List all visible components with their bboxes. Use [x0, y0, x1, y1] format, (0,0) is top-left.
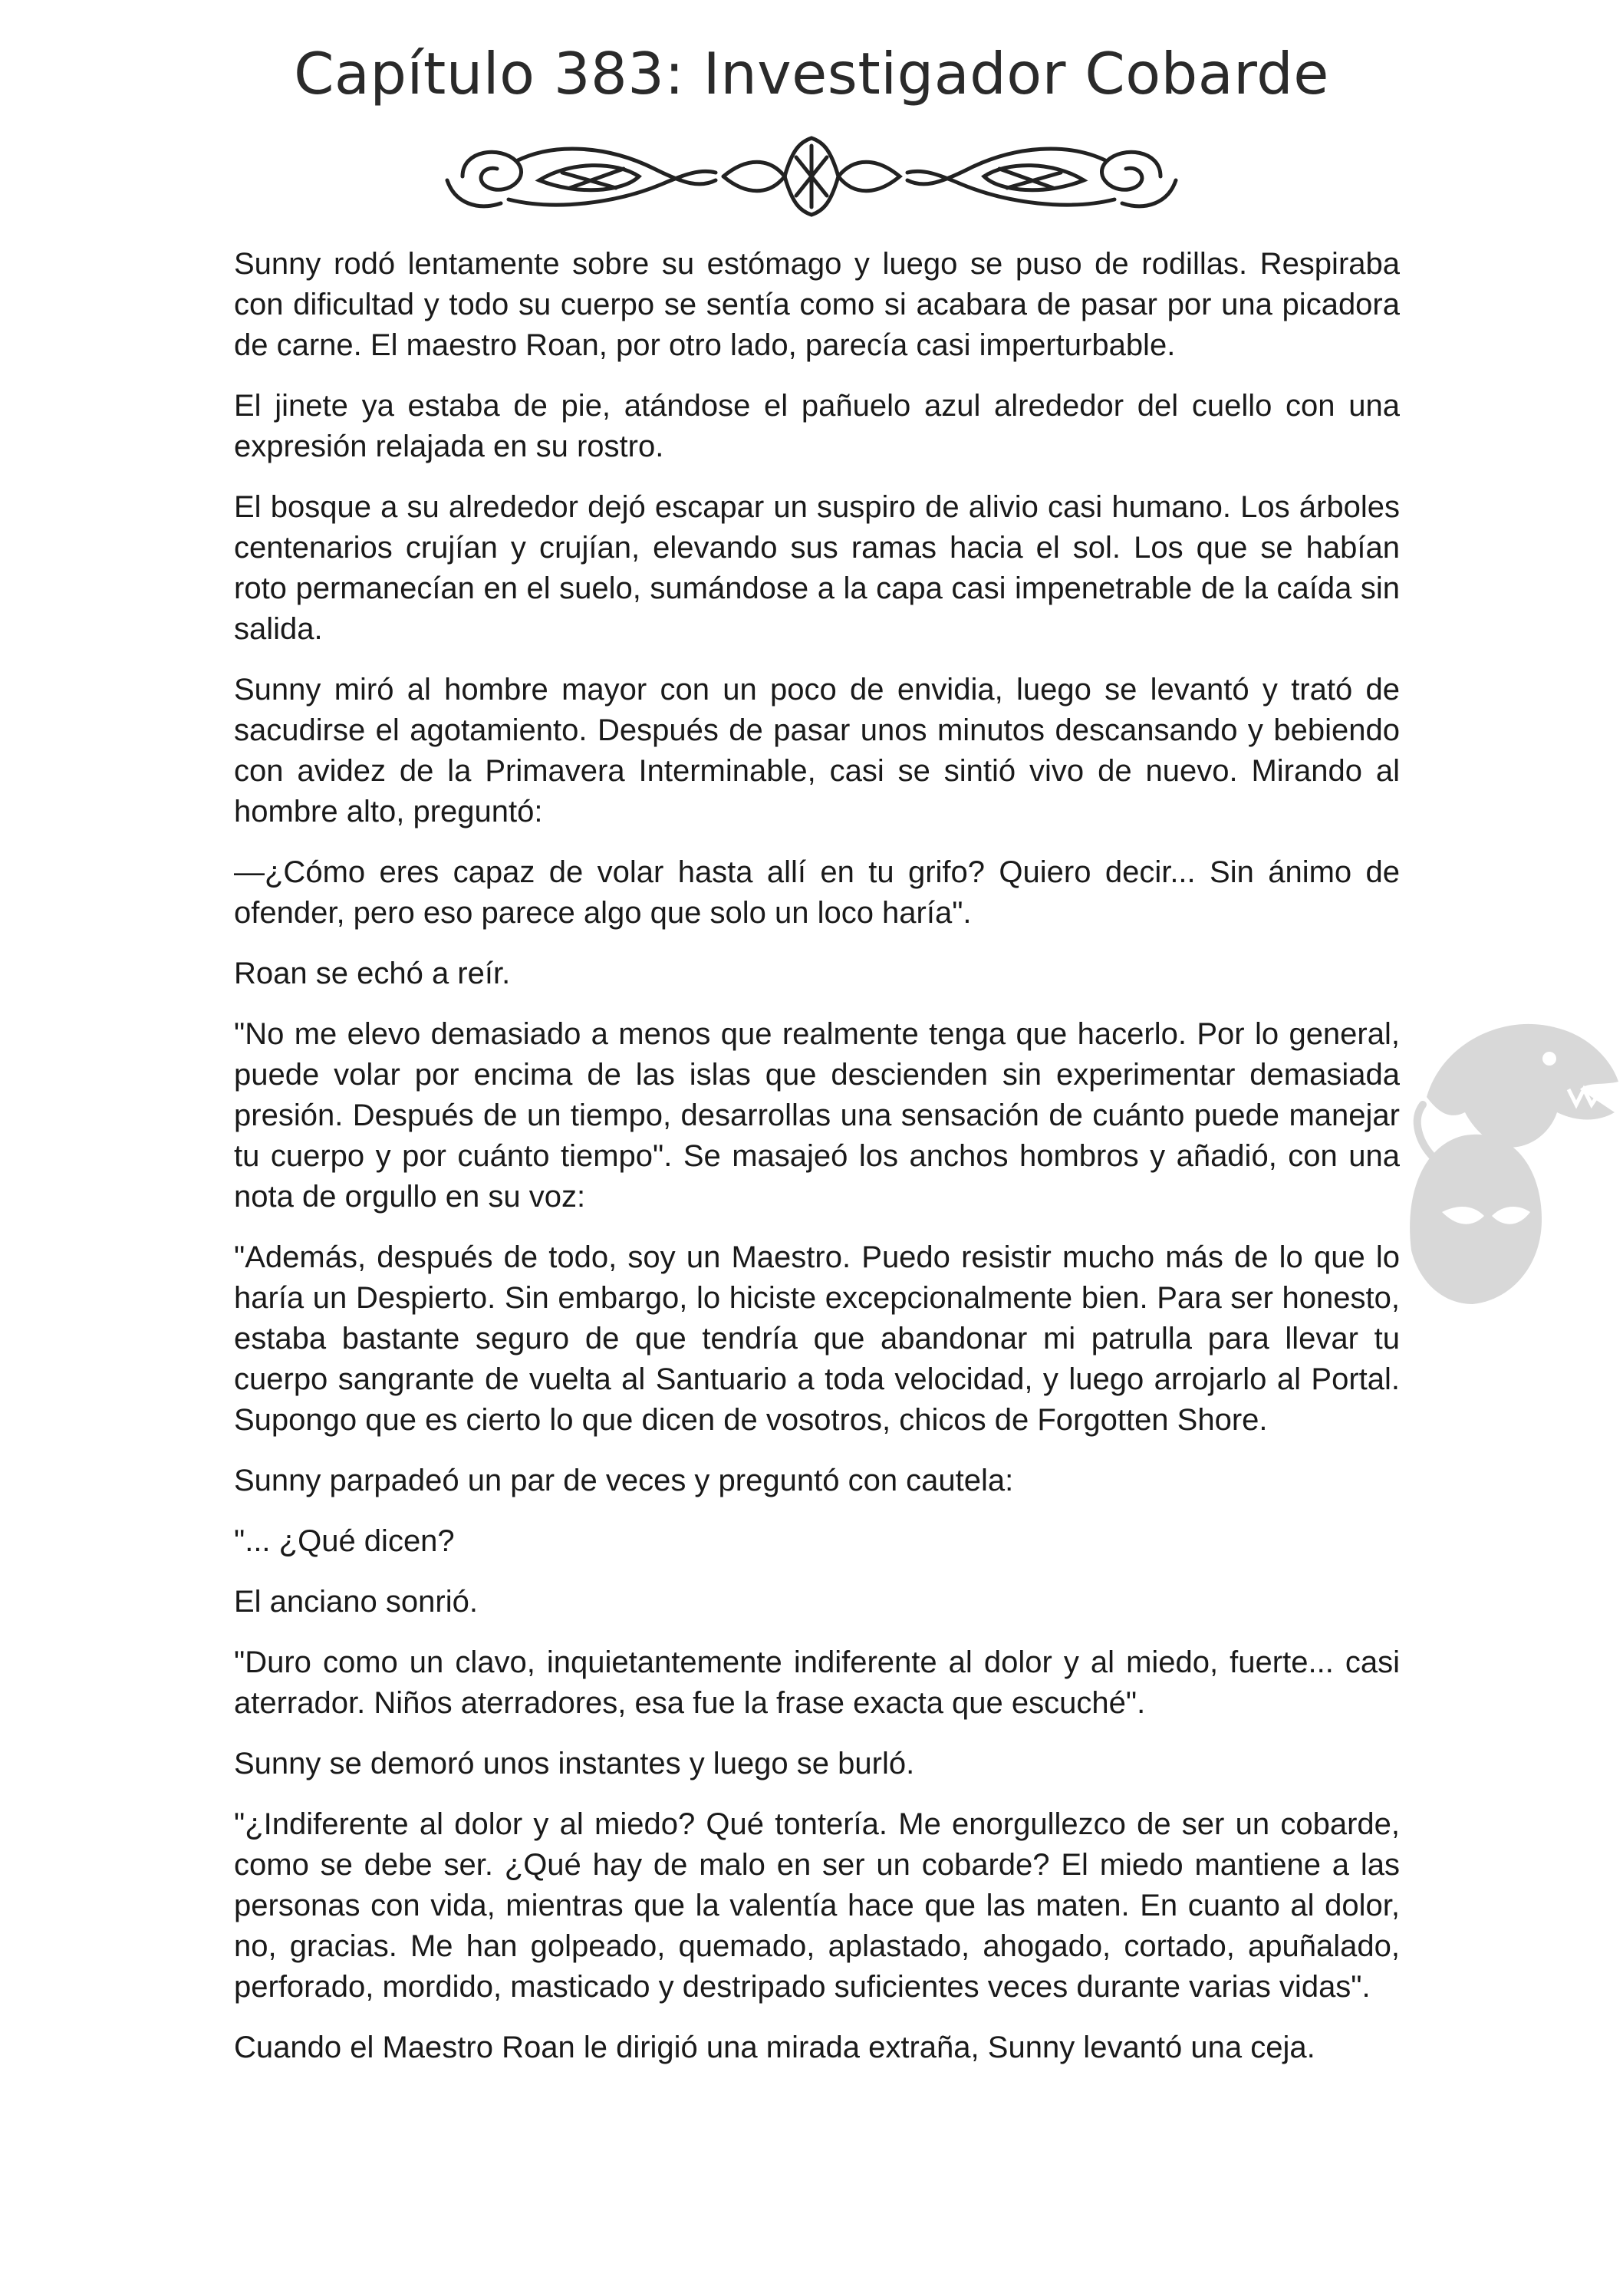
paragraph: Sunny se demoró unos instantes y luego se burló. — [234, 1747, 915, 1780]
paragraph: El jinete ya estaba de pie, atándose el pañuelo azul alrededor del cuello con una expresión relajada en su rostro. — [234, 389, 1400, 463]
paragraph: Roan se echó a reír. — [234, 957, 511, 990]
paragraph: El anciano sonrió. — [234, 1585, 478, 1619]
paragraph: Sunny parpadeó un par de veces y preguntó con cautela: — [234, 1464, 1014, 1497]
chapter-body — [234, 244, 1400, 2088]
paragraph: "Además, después de todo, soy un Maestro. Puedo resistir mucho más de lo que lo haría un Despierto. Sin embargo, lo hiciste excepcionalmente bien. Para ser honesto, estaba bastante seguro de que tendría que abandonar mi patrulla para llevar tu cuerpo sangrante de vuelta al Santuario a toda velocidad, y luego arrojarlo al Portal. Supongo que es cierto lo que dicen de vosotros, chicos de Forgotten Shore. — [234, 1240, 1400, 1437]
paragraph: "Duro como un clavo, inquietantemente indiferente al dolor y al miedo, fuerte... casi aterrador. Niños aterradores, esa fue la frase exacta que escuché". — [234, 1645, 1400, 1720]
paragraph: Sunny miró al hombre mayor con un poco de envidia, luego se levantó y trató de sacudirse el agotamiento. Después de pasar unos minutos descansando y bebiendo con avidez de la Primavera Interminable, casi se sintió vivo de nuevo. Mirando al hombre alto, preguntó: — [234, 673, 1400, 828]
paragraph: El bosque a su alrededor dejó escapar un suspiro de alivio casi humano. Los árboles centenarios crujían y crujían, elevando sus ramas hacia el sol. Los que se habían roto permanecían en el suelo, sumándose a la capa casi impenetrable de la caída sin salida. — [234, 490, 1400, 646]
paragraph: Sunny rodó lentamente sobre su estómago y luego se puso de rodillas. Respiraba con dificultad y todo su cuerpo se sentía como si acabara de pasar por una picadora de carne. El maestro Roan, por otro lado, parecía casi imperturbable. — [234, 247, 1400, 362]
paragraph: "No me elevo demasiado a menos que realmente tenga que hacerlo. Por lo general, puede volar por encima de las islas que descienden sin experimentar demasiada presión. Después de un tiempo, desarrollas una sensación de cuánto puede manejar tu cuerpo y por cuánto tiempo". Se masajeó los anchos hombros y añadió, con una nota de orgullo en su voz: — [234, 1017, 1400, 1214]
paragraph: —¿Cómo eres capaz de volar hasta allí en tu grifo? Quiero decir... Sin ánimo de ofender, pero eso parece algo que solo un loco haría". — [234, 855, 1400, 930]
watermark-icon — [1396, 997, 1623, 1304]
paragraph: "¿Indiferente al dolor y al miedo? Qué tontería. Me enorgullezco de ser un cobarde, como se debe ser. ¿Qué hay de malo en ser un cobarde? El miedo mantiene a las personas con vida, mientras que la valentía hace que las maten. En cuanto al dolor, no, gracias. Me han golpeado, quemado, aplastado, ahogado, cortado, apuñalado, perforado, mordido, masticado y destripado suficientes veces durante varias vidas". — [234, 1807, 1400, 2004]
paragraph: Cuando el Maestro Roan le dirigió una mirada extraña, Sunny levantó una ceja. — [234, 2031, 1315, 2064]
paragraph: "... ¿Qué dicen? — [234, 1524, 455, 1558]
ornament-divider-icon — [432, 127, 1191, 226]
page-title: Capítulo 383: Investigador Cobarde — [294, 40, 1329, 107]
